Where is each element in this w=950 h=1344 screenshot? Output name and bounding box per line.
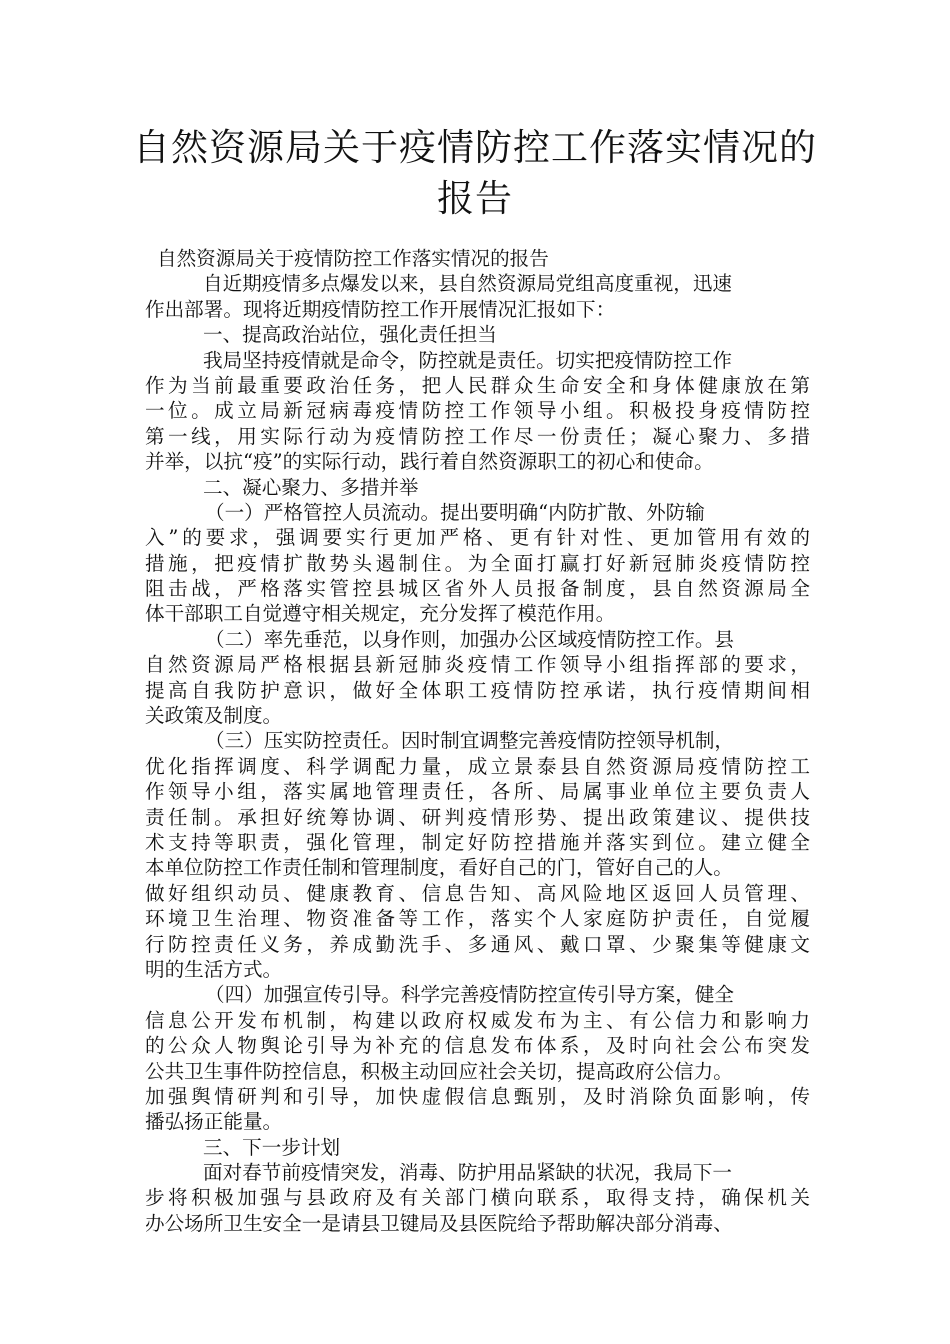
paragraph-line: 入”的要求，强调要实行更加严格、更有针对性、更加管用有效的: [145, 526, 810, 550]
paragraph-line: 我局坚持疫情就是命令，防控就是责任。切实把疫情防控工作: [203, 348, 733, 372]
body-subtitle: 自然资源局关于疫情防控工作落实情况的报告: [157, 247, 549, 270]
paragraph-line: （一）严格管控人员流动。提出要明确“内防扩散、外防输: [205, 500, 705, 524]
paragraph-line: 做好组织动员、健康教育、信息告知、高风险地区返回人员管理、: [145, 881, 810, 905]
document-title-line-2: 报告: [437, 177, 513, 220]
paragraph-line: 自近期疫情多点爆发以来，县自然资源局党组高度重视，迅速: [203, 272, 733, 296]
paragraph-line: 明的生活方式。: [145, 957, 283, 981]
paragraph-line: 公共卫生事件防控信息，积极主动回应社会关切，提高政府公信力。: [145, 1059, 733, 1083]
paragraph-line: 加强舆情研判和引导，加快虚假信息甄别，及时消除负面影响，传: [145, 1084, 810, 1108]
paragraph-line: 作为当前最重要政治任务，把人民群众生命安全和身体健康放在第: [145, 373, 810, 397]
section-heading: 三、下一步计划: [203, 1135, 341, 1159]
paragraph-line: 本单位防控工作责任制和管理制度，看好自己的门，管好自己的人。: [145, 856, 733, 880]
paragraph-line: 措施，把疫情扩散势头遏制住。为全面打赢打好新冠肺炎疫情防控: [145, 551, 810, 575]
paragraph-line: （二）率先垂范，以身作则，加强办公区域疫情防控工作。县: [205, 627, 735, 651]
paragraph-line: 阻击战，严格落实管控县城区省外人员报备制度，县自然资源局全: [145, 577, 810, 601]
section-heading: 一、提高政治站位，强化责任担当: [203, 323, 497, 347]
paragraph-line: 第一线，用实际行动为疫情防控工作尽一份责任；凝心聚力、多措: [145, 424, 810, 448]
paragraph-line: （四）加强宣传引导。科学完善疫情防控宣传引导方案，健全: [205, 983, 735, 1007]
paragraph-line: 步将积极加强与县政府及有关部门横向联系，取得支持，确保机关: [145, 1186, 810, 1210]
document-body: [145, 246, 810, 1236]
paragraph-line: 办公场所卫生安全一是请县卫键局及县医院给予帮助解决部分消毒、: [145, 1211, 733, 1235]
paragraph-line: 行防控责任义务，养成勤洗手、多通风、戴口罩、少聚集等健康文: [145, 932, 810, 956]
paragraph-line: 播弘扬正能量。: [145, 1110, 283, 1134]
paragraph-line: 作出部署。现将近期疫情防控工作开展情况汇报如下：: [145, 297, 616, 321]
document-title-line-1: 自然资源局关于疫情防控工作落实情况的: [133, 126, 817, 169]
paragraph-line: 面对春节前疫情突发，消毒、防护用品紧缺的状况，我局下一: [203, 1161, 733, 1185]
paragraph-line: 作领导小组，落实属地管理责任，各所、局属事业单位主要负责人: [145, 780, 810, 804]
paragraph-line: 责任制。承担好统筹协调、研判疫情形势、提出政策建议、提供技: [145, 805, 810, 829]
paragraph-line: 术支持等职责，强化管理，制定好防控措施并落实到位。建立健全: [145, 830, 810, 854]
section-heading: 二、凝心聚力、多措并举: [203, 475, 419, 499]
paragraph-line: 并举，以抗“疫”的实际行动，践行着自然资源职工的初心和使命。: [145, 450, 714, 474]
paragraph-line: （三）压实防控责任。因时制宜调整完善疫情防控领导机制，: [205, 729, 735, 753]
paragraph-line: 优化指挥调度、科学调配力量，成立景泰县自然资源局疫情防控工: [145, 754, 810, 778]
paragraph-line: 自然资源局严格根据县新冠肺炎疫情工作领导小组指挥部的要求，: [145, 653, 810, 677]
paragraph-line: 体干部职工自觉遵守相关规定，充分发挥了模范作用。: [145, 602, 616, 626]
paragraph-line: 一位。成立局新冠病毒疫情防控工作领导小组。积极投身疫情防控: [145, 399, 810, 423]
paragraph-line: 信息公开发布机制，构建以政府权威发布为主、有公信力和影响力: [145, 1008, 810, 1032]
paragraph-line: 提高自我防护意识，做好全体职工疫情防控承诺，执行疫情期间相: [145, 678, 810, 702]
paragraph-line: 的公众人物舆论引导为补充的信息发布体系，及时向社会公布突发: [145, 1034, 810, 1058]
paragraph-line: 关政策及制度。: [145, 704, 283, 728]
paragraph-line: 环境卫生治理、物资准备等工作，落实个人家庭防护责任，自觉履: [145, 907, 810, 931]
